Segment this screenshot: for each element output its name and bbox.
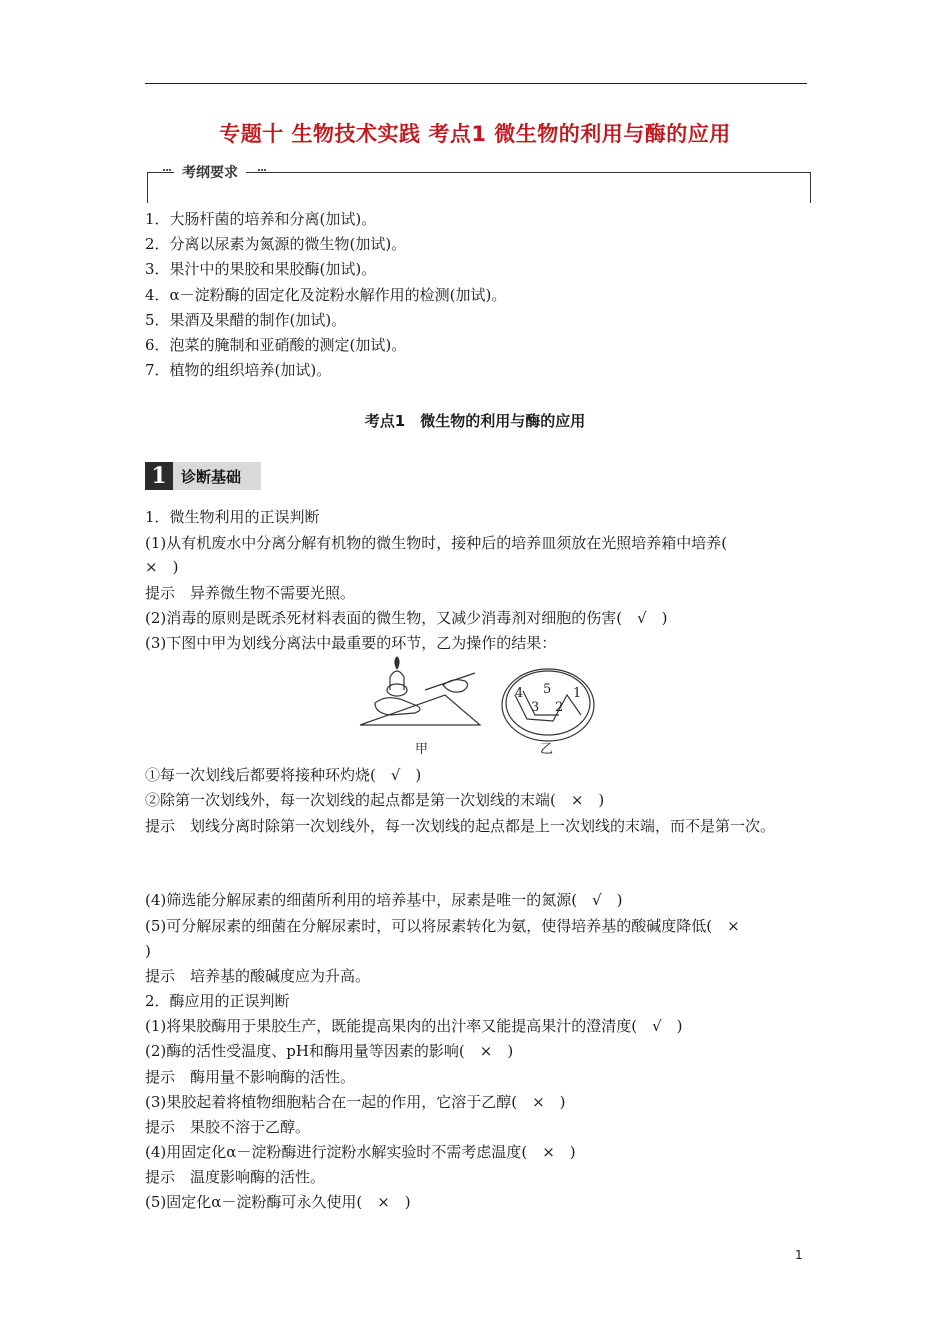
requirement-item: 6．泡菜的腌制和亚硝酸的测定(加试)。: [145, 336, 407, 354]
body-line: (4)用固定化α－淀粉酶进行淀粉水解实验时不需考虑温度( × ): [145, 1143, 576, 1161]
page-title: 专题十 生物技术实践 考点1 微生物的利用与酶的应用: [219, 122, 731, 146]
petri-dish-illustration: [502, 669, 594, 741]
body-line: 提示 培养基的酸碱度应为升高。: [145, 967, 371, 985]
dish-number: 1: [573, 686, 582, 701]
requirements-frame: [147, 172, 811, 203]
body-line: ②除第一次划线外，每一次划线的起点都是第一次划线的末端( × ): [145, 791, 605, 809]
body-line: (2)酶的活性受温度、pH和酶用量等因素的影响( × ): [145, 1042, 514, 1060]
body-line: ): [145, 942, 151, 960]
body-line: (5)固定化α－淀粉酶可永久使用( × ): [145, 1193, 411, 1211]
figure-caption-jia: 甲: [415, 742, 429, 757]
requirement-item: 2．分离以尿素为氮源的微生物(加试)。: [145, 235, 407, 253]
subtitle: 考点1 微生物的利用与酶的应用: [364, 412, 586, 430]
body-line: (1)从有机废水中分离分解有机物的微生物时，接种后的培养皿须放在光照培养箱中培养(: [145, 534, 728, 552]
dish-number: 4: [515, 686, 524, 701]
body-line: 提示 温度影响酶的活性。: [145, 1168, 326, 1186]
requirements-ornament-left: [163, 169, 171, 175]
requirements-ornament-right: [258, 169, 266, 175]
dish-number: 2: [555, 700, 564, 715]
requirement-item: 3．果汁中的果胶和果胶酶(加试)。: [145, 260, 377, 278]
header-rule: [145, 83, 807, 84]
requirement-item: 5．果酒及果醋的制作(加试)。: [145, 311, 347, 329]
dish-number: 3: [531, 700, 540, 715]
body-line: (3)下图中甲为划线分离法中最重要的环节，乙为操作的结果：: [145, 634, 557, 652]
page-number: 1: [795, 1248, 803, 1262]
requirement-item: 7．植物的组织培养(加试)。: [145, 361, 332, 379]
body-line: (3)果胶起着将植物细胞粘合在一起的作用，它溶于乙醇( × ): [145, 1093, 566, 1111]
dish-number: 5: [543, 682, 552, 697]
requirement-item: 1．大肠杆菌的培养和分离(加试)。: [145, 210, 377, 228]
body-line: 1．微生物利用的正误判断: [145, 508, 320, 526]
requirement-item: 4．α－淀粉酶的固定化及淀粉水解作用的检测(加试)。: [145, 286, 507, 304]
flame-loop-illustration: [360, 657, 480, 725]
body-line: (1)将果胶酶用于果胶生产，既能提高果肉的出汁率又能提高果汁的澄清度( √ ): [145, 1017, 683, 1035]
section-label: 诊断基础: [181, 468, 242, 486]
section-number: 1: [145, 462, 173, 490]
streak-plate-figure: [355, 655, 595, 755]
body-line: 提示 酶用量不影响酶的活性。: [145, 1068, 356, 1086]
body-line: (2)消毒的原则是既杀死材料表面的微生物，又减少消毒剂对细胞的伤害( √ ): [145, 609, 668, 627]
body-line: 提示 果胶不溶于乙醇。: [145, 1118, 311, 1136]
body-line: ①每一次划线后都要将接种环灼烧( √ ): [145, 766, 422, 784]
body-line: (4)筛选能分解尿素的细菌所利用的培养基中，尿素是唯一的氮源( √ ): [145, 891, 623, 909]
section-header: [145, 462, 261, 490]
body-line: × ): [145, 558, 179, 576]
body-line: (5)可分解尿素的细菌在分解尿素时，可以将尿素转化为氨，使得培养基的酸碱度降低( ×: [145, 917, 740, 935]
requirements-label: 考纲要求: [174, 162, 246, 182]
body-line: 2．酶应用的正误判断: [145, 992, 290, 1010]
figure-caption-yi: 乙: [540, 742, 554, 757]
body-line: 提示 划线分离时除第一次划线外，每一次划线的起点都是上一次划线的末端，而不是第一次。: [145, 817, 776, 835]
body-line: 提示 异养微生物不需要光照。: [145, 584, 356, 602]
